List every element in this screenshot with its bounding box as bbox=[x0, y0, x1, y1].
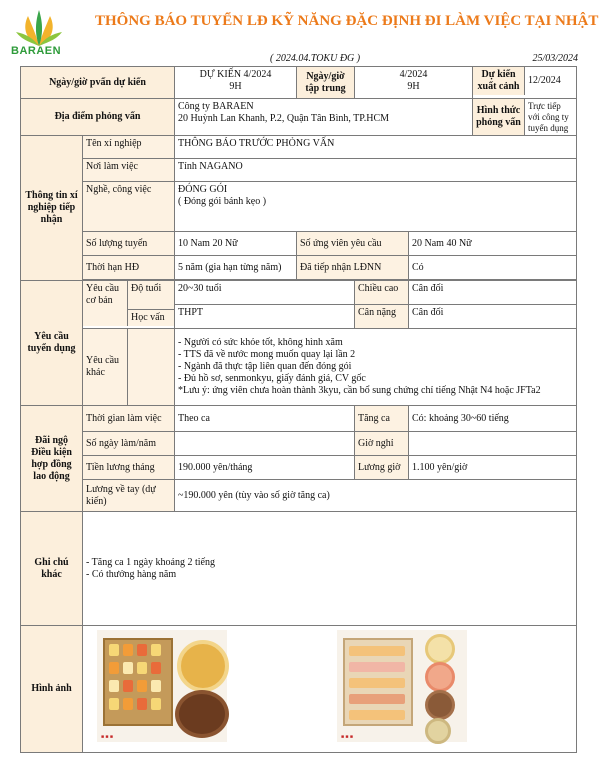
days-row bbox=[21, 432, 577, 456]
age-label: Độ tuổi bbox=[128, 281, 175, 309]
worktime-label: Thời gian làm việc bbox=[83, 406, 175, 432]
worktime-value: Theo ca bbox=[175, 406, 355, 432]
basic-req-cell bbox=[83, 281, 175, 329]
benefits-section-label: Đãi ngộ Điều kiện hợp đồng lao động bbox=[21, 406, 83, 512]
gather-time-value: 4/2024 9H bbox=[355, 67, 473, 99]
hourly-label: Lương giờ bbox=[355, 456, 409, 480]
height-label: Chiều cao bbox=[355, 281, 409, 305]
rest-label: Giờ nghỉ bbox=[355, 432, 409, 456]
product-photo-rolls bbox=[337, 630, 467, 742]
reference-code: ( 2024.04.TOKU ĐG ) bbox=[270, 53, 361, 64]
images-row bbox=[21, 626, 577, 753]
rest-value bbox=[409, 432, 577, 456]
company-section-label: Thông tin xí nghiệp tiếp nhận bbox=[21, 136, 83, 281]
weight-value: Cân đối bbox=[409, 305, 577, 329]
issue-date: 25/03/2024 bbox=[532, 53, 578, 64]
takehome-row bbox=[21, 480, 577, 512]
other-req-cell bbox=[83, 329, 175, 406]
exit-date-label: Dự kiến xuất cảnh bbox=[473, 67, 525, 95]
roll-tray bbox=[343, 638, 413, 726]
job-notice-table bbox=[20, 66, 577, 753]
note-item: - Tăng ca 1 ngày khoảng 2 tiếng bbox=[86, 556, 215, 568]
other-req-list bbox=[175, 329, 577, 406]
note-item: - Có thưởng hàng năm bbox=[86, 568, 177, 580]
term-label: Thời hạn HĐ bbox=[83, 256, 175, 280]
overtime-label: Tăng ca bbox=[355, 406, 409, 432]
days-value bbox=[175, 432, 355, 456]
interview-row bbox=[21, 67, 577, 99]
place-value: Công ty BARAEN 20 Huỳnh Lan Khanh, P.2, Quận Tân Bình, TP.HCM bbox=[175, 99, 473, 136]
worktime-row bbox=[21, 406, 577, 432]
days-label: Số ngày làm/năm bbox=[83, 432, 175, 456]
notes-list bbox=[83, 512, 577, 626]
candidates-value: 20 Nam 40 Nữ bbox=[409, 232, 577, 256]
other-req-item: - Ngành đã thực tập liên quan đến đóng gói bbox=[178, 361, 352, 373]
requirements-section-label: Yêu cầu tuyển dụng bbox=[21, 281, 83, 406]
photo-caption-icon: ■ ■ ■ bbox=[101, 734, 113, 741]
exit-date-value: 12/2024 bbox=[528, 75, 561, 86]
notes-row bbox=[21, 512, 577, 626]
exit-row-cell bbox=[473, 67, 577, 99]
quantity-value: 10 Nam 20 Nữ bbox=[175, 232, 297, 256]
job-label: Nghề, công việc bbox=[83, 182, 175, 232]
company-name-label: Tên xí nghiệp bbox=[83, 136, 175, 159]
brand-name: BARAEN bbox=[11, 45, 62, 57]
images-section-label: Hình ảnh bbox=[21, 626, 83, 753]
interview-date-label: Ngày/giờ pvấn dự kiến bbox=[21, 67, 175, 99]
other-req-item: - Người có sức khỏe tốt, không hình xăm bbox=[178, 337, 343, 349]
company-name-value: THÔNG BÁO TRƯỚC PHỎNG VẤN bbox=[175, 136, 577, 159]
takehome-label: Lương về tay (dự kiến) bbox=[83, 480, 175, 512]
basic-req-label: Yêu cầu cơ bản bbox=[83, 281, 128, 309]
term-value: 5 năm (gia hạn từng năm) bbox=[175, 256, 297, 280]
age-value: 20~30 tuổi bbox=[175, 281, 355, 305]
cake-tray bbox=[103, 638, 173, 726]
form-value: Trực tiếp với công ty tuyển dụng bbox=[528, 101, 569, 133]
age-row bbox=[21, 281, 577, 305]
salary-value: 190.000 yên/tháng bbox=[175, 456, 355, 480]
workplace-value: Tỉnh NAGANO bbox=[175, 159, 577, 182]
ldnn-value: Có bbox=[409, 256, 577, 280]
quantity-row bbox=[21, 232, 577, 256]
education-value: THPT bbox=[175, 305, 355, 329]
other-req-item: - TTS đã về nước mong muốn quay lại lần 2 bbox=[178, 349, 356, 361]
height-value: Cân đối bbox=[409, 281, 577, 305]
interview-date-value: DỰ KIẾN 4/2024 9H bbox=[175, 67, 297, 99]
salary-label: Tiền lương tháng bbox=[83, 456, 175, 480]
job-value: ĐÓNG GÓI ( Đóng gói bánh kẹo ) bbox=[175, 182, 577, 232]
page-title: THÔNG BÁO TUYỂN LĐ KỸ NĂNG ĐẶC ĐỊNH ĐI LÀM VIỆC TẠI NHẬT bbox=[95, 13, 599, 29]
form-label: Hình thức phỏng vấn bbox=[473, 99, 525, 135]
notes-section-label: Ghi chú khác bbox=[21, 512, 83, 626]
photo-caption-icon: ■ ■ ■ bbox=[341, 734, 353, 741]
weight-label: Cân nặng bbox=[355, 305, 409, 329]
workplace-row bbox=[21, 159, 577, 182]
term-row bbox=[21, 256, 577, 280]
other-req-row bbox=[21, 329, 577, 406]
ldnn-label: Đã tiếp nhận LĐNN bbox=[297, 256, 409, 280]
hourly-value: 1.100 yên/giờ bbox=[409, 456, 577, 480]
other-req-item: *Lưu ý: ứng viên chưa hoàn thành 3kyu, cần bổ sung chứng chỉ tiếng Nhật N4 hoặc JFTa2 bbox=[178, 385, 541, 397]
company-name-row bbox=[21, 136, 577, 159]
other-req-item: - Đủ hồ sơ, senmonkyu, giấy đánh giá, CV gốc bbox=[178, 373, 366, 385]
other-req-label: Yêu cầu khác bbox=[83, 329, 128, 405]
candidates-label: Số ứng viên yêu cầu bbox=[297, 232, 409, 256]
education-label: Học vấn bbox=[128, 309, 175, 326]
product-photo-cakes bbox=[97, 630, 227, 742]
takehome-value: ~190.000 yên (tùy vào số giờ tăng ca) bbox=[175, 480, 577, 512]
place-row bbox=[21, 99, 577, 136]
form-cell bbox=[473, 99, 577, 136]
job-row bbox=[21, 182, 577, 232]
salary-row bbox=[21, 456, 577, 480]
workplace-label: Nơi làm việc bbox=[83, 159, 175, 182]
overtime-value: Có: khoảng 30~60 tiếng bbox=[409, 406, 577, 432]
page-header bbox=[0, 0, 600, 62]
images-cell bbox=[83, 626, 577, 753]
quantity-label: Số lượng tuyển bbox=[83, 232, 175, 256]
place-label: Địa điểm phỏng vấn bbox=[21, 99, 175, 136]
gather-time-label: Ngày/giờ tập trung bbox=[297, 67, 355, 99]
